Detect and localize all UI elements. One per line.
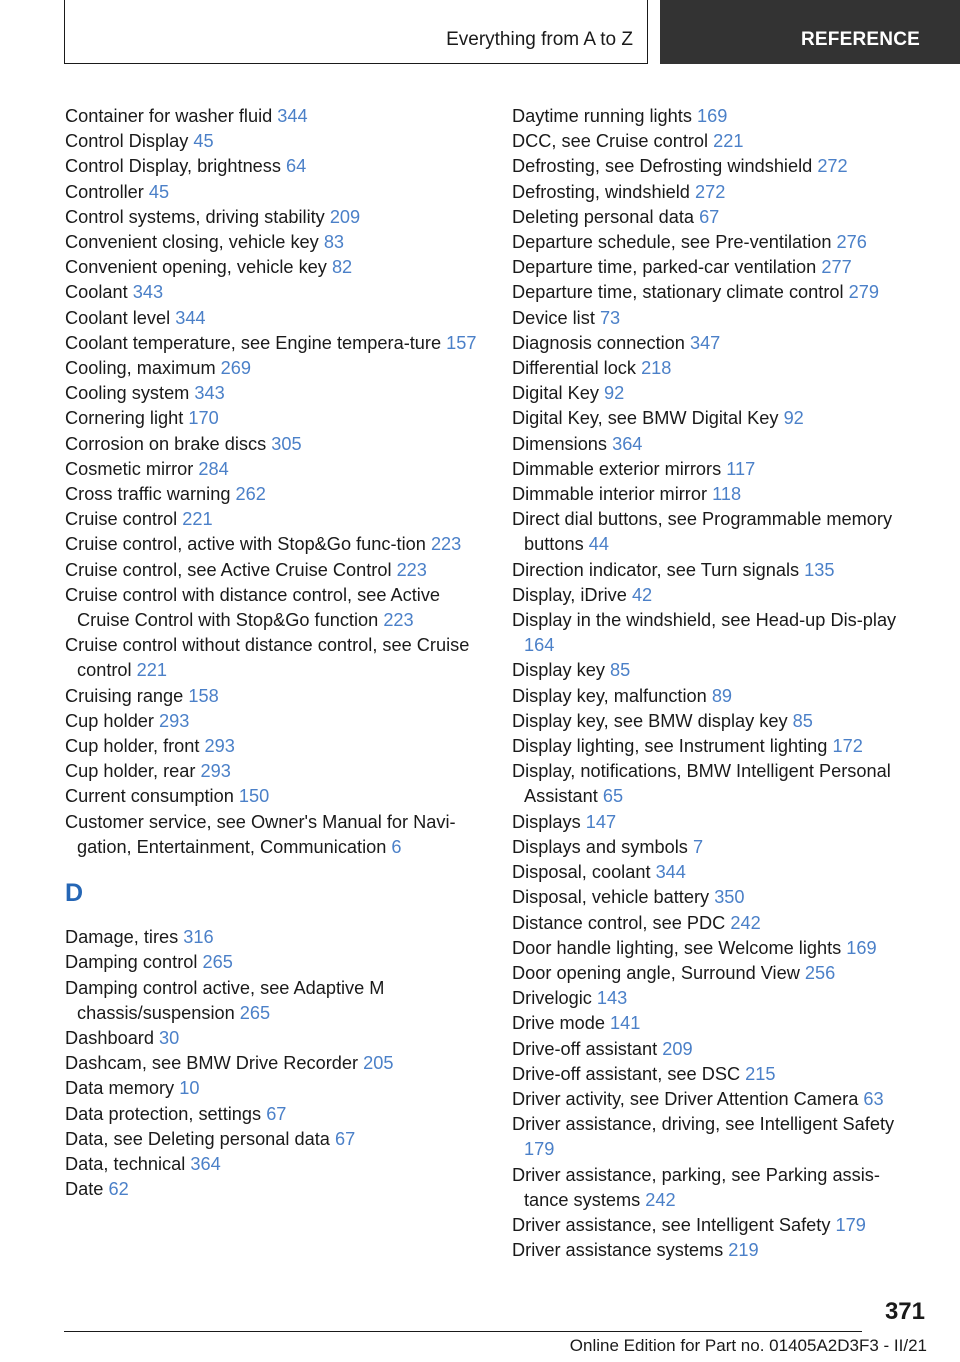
index-entry [65,104,481,129]
index-entry [512,104,922,129]
index-entry-text: Display, iDrive [512,584,632,605]
index-page-link[interactable]: 205 [363,1053,394,1074]
index-entry [512,986,922,1011]
index-entry [65,255,481,280]
index-page-link[interactable]: 218 [641,358,672,379]
index-entry [65,950,481,975]
index-page-link[interactable]: 179 [524,1139,555,1160]
reference-tab-label: REFERENCE [801,29,920,50]
index-page-link[interactable]: 223 [430,534,462,555]
index-entry [65,1051,481,1076]
index-entry [512,684,922,709]
index-page-link[interactable]: 344 [175,307,206,328]
index-entry [65,356,481,381]
index-entry-text: Displays and symbols [512,836,693,857]
index-entry [512,129,922,154]
index-entry-text: Cruise control, see Active Cruise Control [65,559,397,580]
index-letter-d: D [65,879,84,908]
index-entry [65,180,481,205]
index-entry-text: Convenient opening, vehicle key [65,257,332,278]
index-entry [65,734,481,759]
index-entry [512,356,922,381]
index-page-link[interactable]: 293 [159,710,190,731]
index-entry-text: Display key, see BMW display key [512,710,793,731]
index-page-link[interactable]: 284 [198,458,229,479]
index-entry-text: Device list [512,307,600,328]
page-number: 371 [884,1298,925,1325]
index-page-link[interactable]: 221 [136,660,168,681]
index-entry-text: Digital Key [512,383,604,404]
index-entry [65,129,481,154]
index-entry [65,280,481,305]
index-entry-text: Digital Key, see BMW Digital Key [512,408,784,429]
index-entry-text: Display key [512,660,611,681]
index-entry-text: Door handle lighting, see Welcome lights [512,937,847,958]
index-entry [65,331,481,356]
index-page-link[interactable]: 265 [239,1002,271,1023]
index-entry [512,885,922,910]
index-page-link[interactable]: 215 [745,1063,776,1084]
index-page-link[interactable]: 143 [596,988,628,1009]
index-entry [512,709,922,734]
index-page-link[interactable]: 172 [832,736,863,757]
index-page-link[interactable]: 10 [179,1078,200,1099]
index-entry-text: Current consumption [65,786,239,807]
index-page-link[interactable]: 179 [835,1214,866,1235]
index-page-link[interactable]: 364 [190,1153,221,1174]
index-page-link[interactable]: 221 [182,509,213,530]
index-entry [65,230,481,255]
index-page-link[interactable]: 73 [599,307,621,328]
index-page-link[interactable]: 92 [783,408,804,429]
index-page-link[interactable]: 209 [662,1038,693,1059]
index-page-link[interactable]: 117 [726,458,756,479]
index-entry-text: Dimmable exterior mirrors [512,458,727,479]
index-entry-text: Cup holder, front [65,736,205,757]
index-entry-text: Daytime running lights [512,106,697,126]
index-list-d-continued [512,104,922,1263]
index-entry-text: Diagnosis connection [512,332,690,353]
index-entry [512,432,922,457]
index-page-link[interactable]: 221 [713,131,744,152]
index-entry-text: Cooling system [65,383,195,404]
index-entry [512,230,922,255]
index-entry [512,583,922,608]
index-page-link[interactable]: 219 [728,1240,759,1261]
index-entry [512,911,922,936]
index-page-link[interactable]: 30 [159,1027,180,1048]
index-page-link[interactable]: 164 [524,635,555,656]
index-list-d [65,925,481,1202]
index-entry-text: Coolant [65,282,133,303]
index-entry [65,154,481,179]
index-entry [65,432,481,457]
index-page-link[interactable]: 6 [391,836,402,857]
index-entry [65,205,481,230]
index-column-left [65,104,481,1202]
footer-divider [64,1331,862,1332]
index-entry-text: Cup holder [65,710,160,731]
index-entry-text: Cruise control without distance control, see Cruise control [65,635,470,681]
index-entry-text: Drivelogic [512,988,597,1009]
index-entry [65,558,481,583]
index-entry-text: Displays [512,811,586,832]
index-entry [512,658,922,683]
index-entry [512,860,922,885]
index-page-link[interactable]: 7 [692,836,704,857]
index-page-link[interactable]: 344 [277,106,308,126]
index-entry [512,280,922,305]
index-entry-text: Defrosting, windshield [512,181,695,202]
index-entry [65,1026,481,1051]
footer-edition: Online Edition for Part no. 01405A2D3F3 - II/21 [569,1336,927,1355]
index-entry-text: Coolant level [65,307,176,328]
index-entry [512,835,922,860]
index-entry [65,1076,481,1101]
index-page-link[interactable]: 67 [699,206,720,227]
index-page-link[interactable]: 118 [712,484,742,505]
index-entry [65,583,481,633]
index-entry-text: Differential lock [512,358,642,379]
index-entry [512,1037,922,1062]
index-page-link[interactable]: 44 [588,534,609,555]
index-entry-text: Customer service, see Owner's Manual for Navi-gation, Entertainment, Communication [65,811,456,857]
index-entry [65,532,481,557]
index-page-link[interactable]: 63 [863,1088,884,1109]
index-entry [512,1011,922,1036]
index-page-link[interactable]: 42 [631,584,653,605]
index-entry [512,1062,922,1087]
index-page-link[interactable]: 147 [585,811,617,832]
index-entry [512,961,922,986]
index-page-link[interactable]: 279 [848,282,879,303]
index-entry-text: Convenient closing, vehicle key [65,232,324,253]
index-page-link[interactable]: 85 [792,710,813,731]
index-entry-text: Dimmable interior mirror [512,484,713,505]
index-page-link[interactable]: 82 [331,257,353,278]
index-entry [512,1112,922,1162]
index-page-link[interactable]: 158 [188,685,219,706]
index-entry [65,633,481,683]
index-entry [65,482,481,507]
index-page-link[interactable]: 347 [689,332,721,353]
index-entry [512,936,922,961]
index-entry-text: Cup holder, rear [65,761,201,782]
index-page-link[interactable]: 293 [204,736,235,757]
index-entry-text: Damping control [65,952,203,973]
index-entry-text: Cosmetic mirror [65,458,199,479]
index-entry [512,457,922,482]
index-page-link[interactable]: 316 [183,927,214,948]
index-page-link[interactable]: 262 [235,484,266,505]
index-entry-text: Data, technical [65,1153,191,1174]
index-column-right [512,104,922,1263]
index-entry-text: Control Display [65,131,194,152]
index-entry-text: Damage, tires [65,927,184,948]
index-entry [512,180,922,205]
index-entry-text: Cruise control, active with Stop&Go func-tion [65,534,431,555]
index-entry [65,507,481,532]
index-page-link[interactable]: 65 [602,786,624,807]
index-entry [65,306,481,331]
index-entry [512,608,922,658]
index-entry-text: Driver assistance, parking, see Parking assis-tance systems [512,1164,880,1210]
index-page-link[interactable]: 272 [694,181,726,202]
index-entry-text: Departure time, stationary climate control [512,282,849,303]
index-page-link[interactable]: 45 [148,181,170,202]
index-page-link[interactable]: 223 [383,610,414,631]
reference-tab [660,0,960,64]
page-header [64,0,960,64]
index-entry-text: Cruising range [65,685,189,706]
index-entry [65,810,481,860]
index-entry-text: Departure time, parked-car ventilation [512,257,822,278]
index-entry-text: Controller [65,181,149,202]
index-page-link[interactable]: 141 [610,1013,641,1034]
index-entry [512,331,922,356]
index-page-link[interactable]: 305 [271,433,302,454]
index-entry [65,457,481,482]
index-entry-text: Driver assistance systems [512,1240,729,1261]
index-entry [512,734,922,759]
index-entry-text: Cruise control with distance control, see Active Cruise Control with Stop&Go function [65,584,441,631]
index-page-link[interactable]: 343 [194,383,225,404]
index-entry-text: Corrosion on brake discs [65,433,272,454]
index-entry [65,784,481,809]
index-entry-text: Defrosting, see Defrosting windshield [512,156,818,177]
index-entry-text: Departure schedule, see Pre-ventilation [512,232,837,253]
index-page-link[interactable]: 45 [193,131,214,152]
index-entry-text: DCC, see Cruise control [512,131,714,152]
index-page-link[interactable]: 272 [817,156,848,177]
index-entry-text: Coolant temperature, see Engine tempera-ture [65,332,447,353]
index-entry [65,406,481,431]
index-entry-text: Door opening angle, Surround View [512,962,805,983]
index-page-link[interactable]: 169 [697,106,728,126]
index-entry-text: Drive mode [512,1013,611,1034]
index-page-link[interactable]: 67 [334,1128,356,1149]
index-entry [65,759,481,784]
section-header-box [64,0,648,64]
index-entry-text: Display, notifications, BMW Intelligent Personal Assistant [512,761,891,807]
index-entry-text: Distance control, see PDC [512,912,731,933]
index-page-link[interactable]: 242 [645,1189,676,1210]
index-entry-text: Data, see Deleting personal data [65,1128,335,1149]
index-entry [512,154,922,179]
index-page-link[interactable]: 89 [711,685,733,706]
index-entry-text: Data memory [65,1078,180,1099]
index-entry-text: Driver assistance, driving, see Intelligent Safety [512,1114,895,1135]
index-entry-text: Disposal, coolant [512,862,656,883]
index-entry [512,381,922,406]
index-entry [65,976,481,1026]
index-entry [65,1102,481,1127]
index-page-link[interactable]: 256 [804,962,836,983]
index-entry [65,925,481,950]
index-entry-text: Cruise control [65,509,183,530]
index-entry-text: Display key, malfunction [512,685,712,706]
index-entry-text: Date [65,1179,109,1200]
index-entry-text: Disposal, vehicle battery [512,887,715,908]
index-page-link[interactable]: 223 [396,559,427,580]
index-page-link[interactable]: 92 [604,383,625,404]
index-page-link[interactable]: 350 [714,887,745,908]
index-entry-text: Cross traffic warning [65,484,236,505]
index-entry-text: Display lighting, see Instrument lighting [512,736,833,757]
index-page-link[interactable]: 265 [202,952,233,973]
index-page-link[interactable]: 83 [323,232,345,253]
index-entry [512,306,922,331]
index-entry [512,759,922,809]
index-entry [65,684,481,709]
index-entry-text: Direction indicator, see Turn signals [512,559,805,580]
index-entry-text: Drive-off assistant, see DSC [512,1063,746,1084]
index-entry-text: Display in the windshield, see Head-up Dis-play [512,610,897,631]
index-entry-text: Dashboard [65,1027,160,1048]
index-page-link[interactable]: 364 [612,433,643,454]
index-page-link[interactable]: 67 [266,1103,287,1124]
index-entry-text: Direct dial buttons, see Programmable memory buttons [512,509,893,555]
index-entry-text: Container for washer fluid [65,106,278,126]
index-page-link[interactable]: 64 [286,156,307,177]
index-page-link[interactable]: 209 [329,206,361,227]
index-entry-text: Dimensions [512,433,613,454]
index-entry [512,558,922,583]
index-entry-text: Dashcam, see BMW Drive Recorder [65,1053,364,1074]
index-entry-text: Deleting personal data [512,206,700,227]
index-page-link[interactable]: 277 [821,257,852,278]
index-page-link[interactable]: 344 [655,862,686,883]
index-page-link[interactable]: 276 [836,232,867,253]
index-entry [512,205,922,230]
index-entry [512,1238,922,1263]
index-entry-text: Control systems, driving stability [65,206,330,227]
index-entry-text: Driver assistance, see Intelligent Safety [512,1214,836,1235]
index-entry [512,255,922,280]
index-page-link[interactable]: 157 [446,332,477,353]
index-page-link[interactable]: 150 [238,786,270,807]
index-entry-text: Drive-off assistant [512,1038,663,1059]
index-page-link[interactable]: 169 [846,937,877,958]
index-page-link[interactable]: 269 [220,358,252,379]
index-entry-text: Data protection, settings [65,1103,267,1124]
section-title: Everything from A to Z [446,29,633,50]
index-entry-text: Cooling, maximum [65,358,221,379]
index-entry [512,1163,922,1213]
index-entry [512,1213,922,1238]
index-page-link[interactable]: 62 [108,1179,129,1200]
index-page-link[interactable]: 343 [132,282,164,303]
index-list-c [65,104,481,860]
index-entry [65,381,481,406]
index-entry [512,1087,922,1112]
index-entry [512,406,922,431]
index-entry [65,1127,481,1152]
index-page-link[interactable]: 293 [200,761,231,782]
index-entry [65,1177,481,1202]
index-entry-text: Control Display, brightness [65,156,287,177]
index-entry [512,810,922,835]
index-page-link[interactable]: 135 [804,559,835,580]
index-entry [512,507,922,557]
index-entry [512,482,922,507]
index-entry [65,709,481,734]
index-entry [65,1152,481,1177]
index-entry-text: Cornering light [65,408,189,429]
index-page-link[interactable]: 85 [610,660,631,681]
index-entry-text: Damping control active, see Adaptive M chassis/suspension [65,977,385,1023]
index-page-link[interactable]: 242 [730,912,761,933]
index-page-link[interactable]: 170 [188,408,219,429]
index-entry-text: Driver activity, see Driver Attention Camera [512,1088,864,1109]
